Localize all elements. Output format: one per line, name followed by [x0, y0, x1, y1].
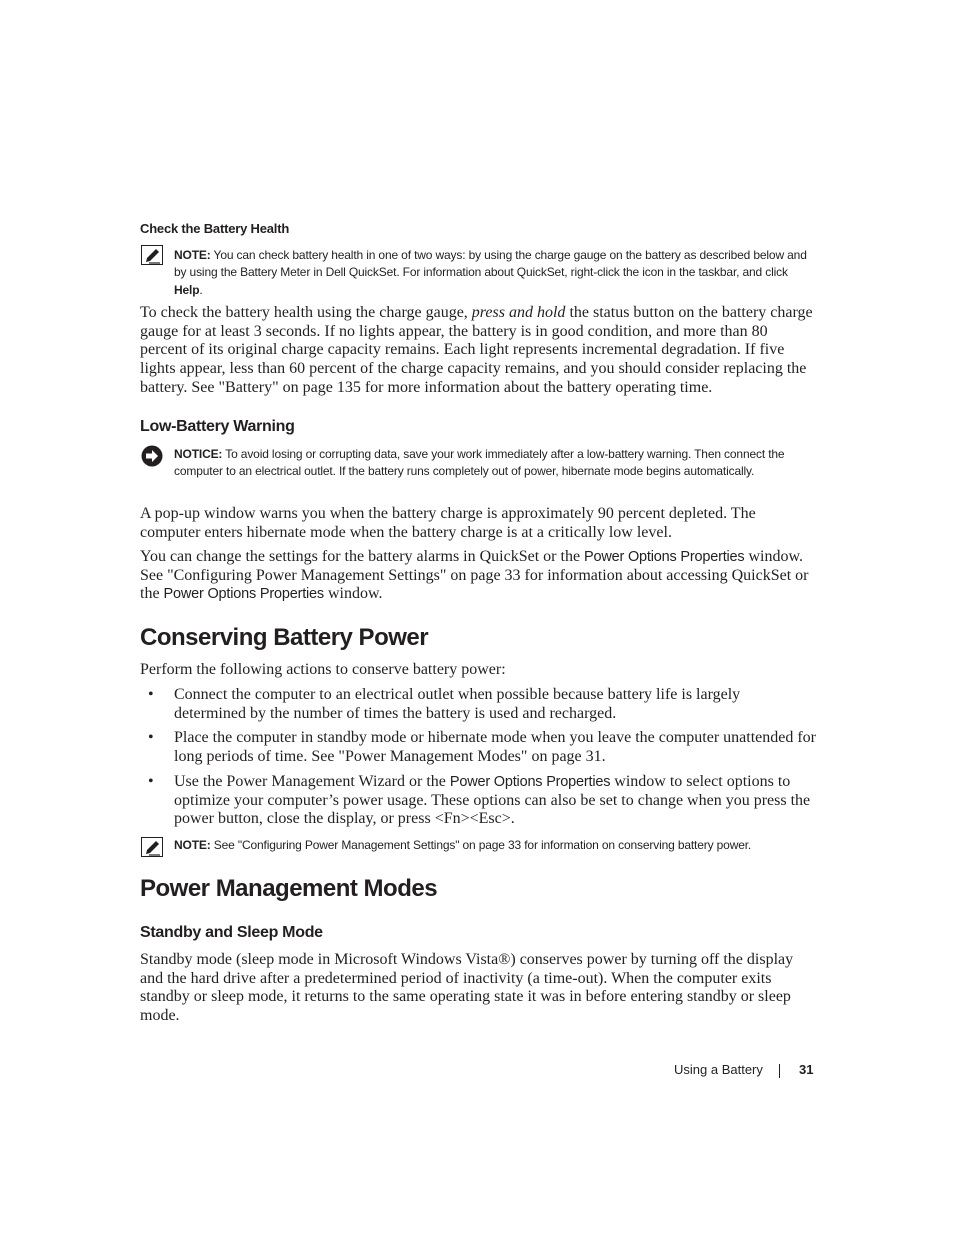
bullet-marker: • — [148, 773, 154, 790]
notice-low-battery — [174, 446, 814, 481]
notice-arrow-icon — [141, 445, 163, 467]
heading-power-management-modes: Power Management Modes — [140, 875, 438, 902]
paragraph-popup-warning: A pop-up window warns you when the battery charge is approximately 90 percent depleted. The computer enters hibernate mode when the battery charge is at a critically low level. — [140, 505, 756, 541]
note-text: You can check battery health in one of two ways: by using the charge gauge on the battery as described below and by using the Battery Meter in Dell QuickSet. For information about QuickSet, right-click the icon in the taskbar, and click — [174, 248, 807, 280]
paragraph-conserve-intro: Perform the following actions to conserve battery power: — [140, 661, 506, 678]
note-help-label: Help — [174, 282, 200, 297]
ui-term-power-options: Power Options Properties — [449, 774, 611, 790]
note-label: NOTE: — [174, 248, 211, 262]
heading-low-battery-warning: Low-Battery Warning — [140, 418, 295, 435]
item-text: Use the Power Management Wizard or the — [174, 773, 450, 790]
para-text: window. — [323, 585, 383, 603]
list-item-outlet: Connect the computer to an electrical outlet when possible because battery life is largely determined by the number of times the battery is used and recharged. — [174, 686, 741, 722]
page-number: 31 — [799, 1062, 814, 1077]
para-text: You can change the settings for the battery alarms in QuickSet or the — [140, 548, 585, 565]
footer-chapter-title: Using a Battery — [674, 1062, 763, 1077]
list-item-standby: Place the computer in standby mode or hibernate mode when you leave the computer unattended for long periods of time. See "Power Management Modes" on page 31. — [174, 729, 817, 765]
ui-term-power-options: Power Options Properties — [163, 586, 324, 603]
note-text: See "Configuring Power Management Settings" on page 33 for information on conserving battery power. — [210, 838, 752, 852]
para-italic: press and hold — [471, 304, 566, 321]
heading-check-battery-health: Check the Battery Health — [140, 221, 290, 236]
item-text: window to select options to optimize your computer’s power usage. These options can also be set to change when you press the power button, close the display, or press <Fn><Esc>. — [174, 773, 811, 828]
note-check-battery — [174, 247, 814, 299]
paragraph-charge-gauge — [140, 304, 815, 398]
note-conserving — [174, 837, 834, 854]
note-pencil-icon — [141, 837, 163, 857]
paragraph-standby-mode: Standby mode (sleep mode in Microsoft Windows Vista®) conserves power by turning off the display and the hard drive after a predetermined period of inactivity (a time-out). When the computer exits standby or sleep mode, it returns to the same operating state it was in before entering standby or sleep mode. — [140, 951, 794, 1025]
paragraph-alarm-settings — [140, 548, 815, 604]
note-end: . — [199, 282, 203, 297]
bullet-marker: • — [148, 686, 154, 703]
footer-separator — [779, 1064, 780, 1078]
note-label: NOTE: — [174, 838, 211, 852]
para-text: the status button on the battery charge gauge for at least 3 seconds. If no lights appear, the battery is in good condition, and more than 80 percent of its original charge capacity remains. Each light represents incremental degradation. If five lights appear, less than 60 percent of the charge capacity remains, and you should consider replacing the battery. See "Battery" on page 135 for more information about the battery operating time. — [140, 304, 813, 396]
note-pencil-icon — [141, 245, 163, 265]
heading-conserving-battery-power: Conserving Battery Power — [140, 624, 429, 651]
list-item-wizard — [174, 773, 816, 829]
para-text: To check the battery health using the charge gauge, — [140, 304, 472, 321]
para-text: window. See "Configuring Power Management Settings" on page 33 for information about accessing QuickSet or the — [140, 548, 809, 603]
heading-standby-sleep-mode: Standby and Sleep Mode — [140, 924, 323, 941]
ui-term-power-options: Power Options Properties — [584, 549, 745, 565]
bullet-marker: • — [148, 729, 154, 746]
notice-label: NOTICE: — [174, 447, 223, 461]
notice-text: To avoid losing or corrupting data, save your work immediately after a low-battery warning. Then connect the computer to an electrical outlet. If the battery runs completely out of power, hibernate mode begins automatically. — [174, 447, 785, 479]
